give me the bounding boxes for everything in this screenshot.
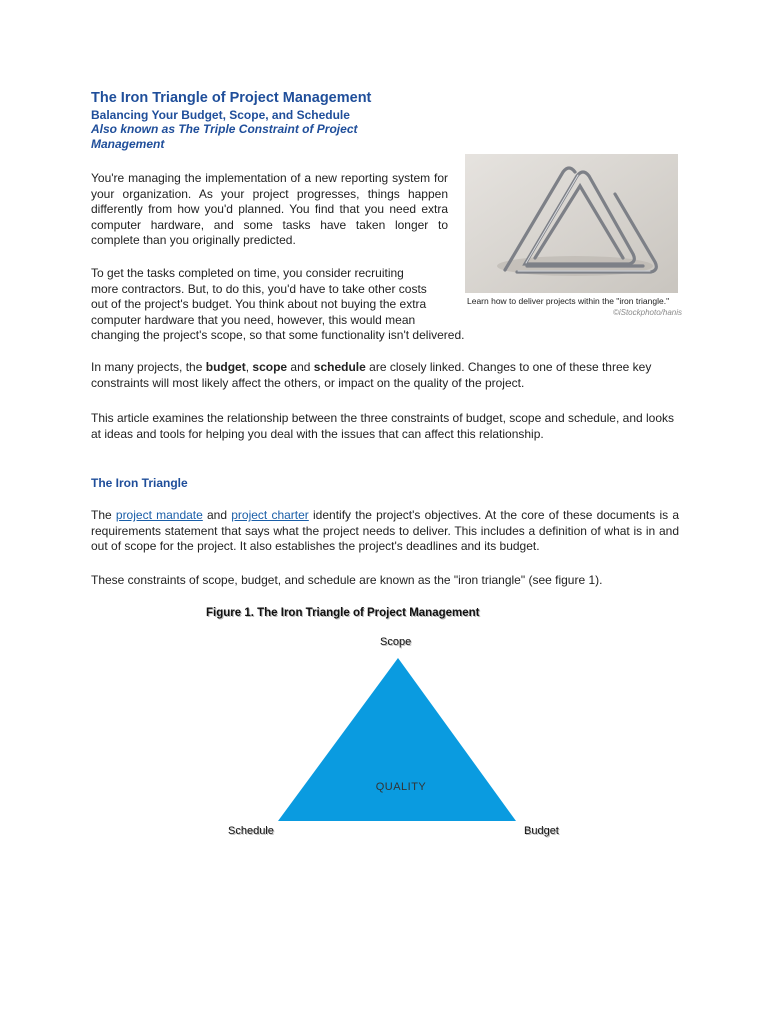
iron-triangle-shape — [278, 658, 516, 821]
text-span: are closely linked. Changes to one of these three key constraints will most likely affect the others, or impact on the quality of the project. — [91, 360, 652, 390]
project-charter-link[interactable]: project charter — [231, 508, 309, 522]
keyword-schedule: schedule — [313, 360, 366, 374]
intro-paragraph-2-line: To get the tasks completed on time, you consider recruiting — [91, 266, 404, 280]
text-span: identify the project's objectives. At the core of these documents is a requirements statement that says what the project needs to deliver. This includes a definition of what is in and out of scope for the project. It also establishes the project's deadlines and its budget. — [91, 508, 679, 553]
intro-paragraph-1: You're managing the implementation of a new reporting system for your organization. As your project progresses, things happen differently from how you'd planned. You find that you need extra computer hardware, and some tasks have taken longer to complete than you originally predicted. — [91, 171, 448, 247]
figure-label-schedule: Schedule — [228, 825, 274, 837]
section-heading: The Iron Triangle — [91, 476, 188, 490]
photo-caption: Learn how to deliver projects within the "iron triangle." — [467, 296, 670, 306]
iron-triangle-diagram — [276, 658, 516, 823]
body-paragraph-5 — [91, 508, 679, 555]
body-paragraph-3 — [91, 360, 681, 391]
keyword-scope: scope — [252, 360, 288, 374]
text-span: In many projects, the — [91, 360, 206, 374]
figure-label-budget: Budget — [524, 825, 559, 837]
figure-title: Figure 1. The Iron Triangle of Project Management — [206, 607, 480, 619]
intro-paragraph-2-line: out of the project's budget. You think about not buying the extra — [91, 297, 427, 311]
text-span: and — [202, 508, 232, 522]
intro-paragraph-2-line: more contractors. But, to do this, you'd have to take other costs — [91, 281, 427, 296]
photo-credit: ©iStockphoto/hanis — [612, 308, 682, 317]
intro-paragraph-2-line: computer hardware that you need, however, this would mean — [91, 312, 416, 327]
paperclip-triangle-photo — [465, 154, 678, 293]
body-paragraph-4: This article examines the relationship between the three constraints of budget, scope and schedule, and looks at ideas and tools for helping you deal with the issues that can affect this relationship. — [91, 411, 675, 441]
text-span: The — [91, 508, 116, 522]
article-title: The Iron Triangle of Project Management — [91, 90, 372, 106]
quality-label: QUALITY — [375, 781, 427, 793]
keyword-budget: budget — [205, 360, 246, 374]
body-paragraph-6: These constraints of scope, budget, and schedule are known as the "iron triangle" (see figure 1). — [91, 573, 603, 587]
figure-label-scope: Scope — [380, 636, 412, 648]
article-tagline: Also known as The Triple Constraint of Project Management — [91, 122, 358, 151]
article-subtitle: Balancing Your Budget, Scope, and Schedule — [91, 108, 350, 122]
intro-paragraph-2 — [91, 266, 491, 344]
project-mandate-link[interactable]: project mandate — [115, 508, 203, 522]
intro-paragraph-2-line: changing the project's scope, so that some functionality isn't delivered. — [91, 328, 465, 342]
text-span: and — [287, 360, 314, 374]
text-span: , — [245, 360, 253, 374]
